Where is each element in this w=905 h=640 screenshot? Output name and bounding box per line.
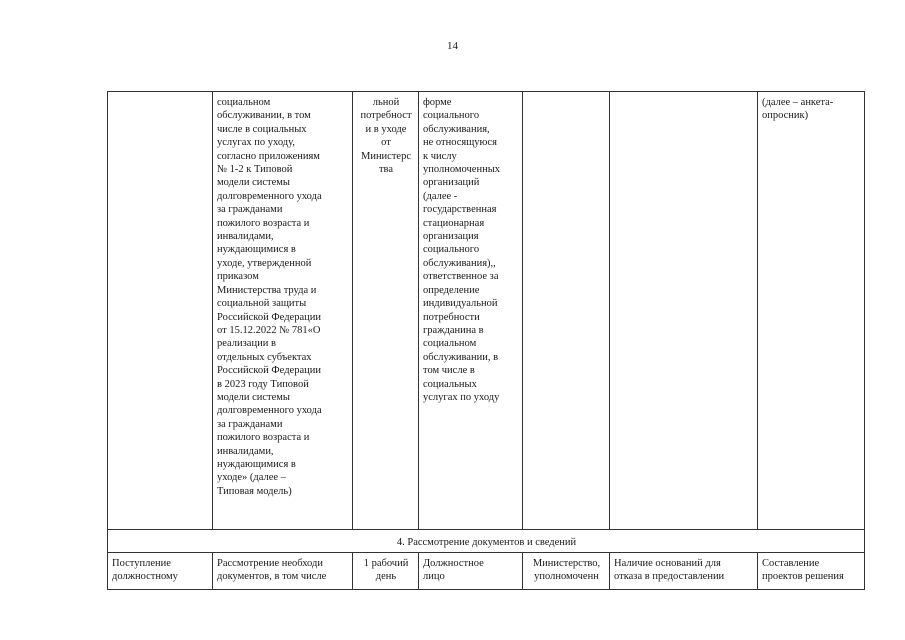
cell-r1-c6 <box>610 92 758 530</box>
text-line: гражданина в <box>423 324 484 336</box>
cell-r3-c3 <box>353 553 419 590</box>
text-line: отказа в предоставлении <box>614 571 725 583</box>
cell-r1-c4 <box>419 92 523 530</box>
text-line: в 2023 году Типовой <box>217 378 309 390</box>
text-line: (далее – анкета- <box>762 97 834 108</box>
text-line: модели системы <box>217 391 290 403</box>
text-line: обслуживании, в <box>423 351 499 363</box>
text-line: числе в социальных <box>217 123 307 135</box>
cell-r3-c7 <box>758 553 865 590</box>
text-line: социальном <box>423 338 477 350</box>
text-line: социального <box>423 110 480 122</box>
text-line: уходе» (далее – <box>217 472 286 484</box>
text-line: от 15.12.2022 № 781«О <box>217 324 321 336</box>
text-line: Составление <box>762 558 820 569</box>
text-line: том числе в <box>423 365 475 377</box>
cell-r1-c1 <box>108 92 213 530</box>
text-line: не относящуюся <box>423 137 497 149</box>
page-number: 14 <box>447 40 458 52</box>
text-line: Министерство, <box>532 558 601 569</box>
text-line: за гражданами <box>217 418 283 430</box>
cell-r1-c3 <box>353 92 419 530</box>
text-line: форме <box>423 97 452 108</box>
procedure-table <box>107 91 865 590</box>
text-line: уполномоченных <box>423 164 500 176</box>
text-line: от <box>381 137 391 149</box>
text-line: услугах по уходу <box>423 391 500 403</box>
text-line: услугах по уходу, <box>217 137 295 149</box>
text-line: пожилого возраста и <box>217 217 310 229</box>
text-line: обслуживания),, <box>423 257 496 269</box>
text-line: за гражданами <box>217 204 283 216</box>
text-line: Типовая модель) <box>217 485 292 497</box>
text-line: Наличие оснований для <box>614 558 721 569</box>
table-row <box>108 553 865 590</box>
text-line: обслуживания, <box>423 123 490 135</box>
text-line: долговременного ухода <box>217 190 322 202</box>
text-line: день <box>375 571 397 583</box>
text-line: долговременного ухода <box>217 405 322 417</box>
cell-r1-c5 <box>523 92 610 530</box>
text-line: социальных <box>423 378 477 390</box>
text-line: индивидуальной <box>423 298 498 310</box>
text-line: пожилого возраста и <box>217 432 310 444</box>
text-line: ответственное за <box>423 271 499 283</box>
text-line: нуждающимися в <box>217 244 296 256</box>
text-line: государственная <box>423 204 497 216</box>
text-line: Поступление <box>112 558 171 569</box>
text-line: Должностное <box>423 558 484 569</box>
section-row <box>108 530 865 553</box>
text-line: Российской Федерации <box>217 365 321 377</box>
text-line: социальной защиты <box>217 298 307 310</box>
text-line: реализации в <box>217 338 276 350</box>
text-line: потребности <box>423 311 480 323</box>
text-line: 1 рабочий <box>363 558 409 569</box>
text-line: лицо <box>423 571 445 583</box>
text-line: инвалидами, <box>217 231 274 243</box>
cell-r1-c7 <box>758 92 865 530</box>
text-line: социальном <box>217 97 271 108</box>
text-line: Российской Федерации <box>217 311 321 323</box>
text-line: нуждающимися в <box>217 458 296 470</box>
text-line: приказом <box>217 271 259 283</box>
text-line: уходе, утвержденной <box>217 257 312 269</box>
text-line: потребност <box>360 110 412 122</box>
text-line: (далее - <box>423 190 458 202</box>
table-row <box>108 92 865 530</box>
text-line: отдельных субъектах <box>217 351 312 363</box>
text-line: к числу <box>423 150 457 162</box>
text-line: опросник) <box>762 110 809 122</box>
text-line: обслуживании, в том <box>217 110 311 122</box>
text-line: стационарная <box>423 217 485 229</box>
text-line: организация <box>423 231 479 243</box>
cell-r3-c4 <box>419 553 523 590</box>
text-line: инвалидами, <box>217 445 274 457</box>
cell-r3-c5 <box>523 553 610 590</box>
text-line: проектов решения <box>762 571 844 583</box>
text-line: Рассмотрение необходи <box>217 558 323 569</box>
text-line: и в уходе <box>365 123 407 135</box>
text-line: модели системы <box>217 177 290 189</box>
text-line: уполномоченн <box>534 571 599 583</box>
text-line: документов, в том числе <box>217 571 327 583</box>
text-line: согласно приложениям <box>217 150 320 162</box>
cell-r1-c2 <box>213 92 353 530</box>
section-heading: 4. Рассмотрение документов и сведений <box>108 530 865 553</box>
text-line: определение <box>423 284 480 296</box>
text-line: № 1-2 к Типовой <box>217 164 293 176</box>
cell-r3-c1 <box>108 553 213 590</box>
text-line: Министерс <box>360 150 411 162</box>
text-line: организаций <box>423 177 480 189</box>
text-line: льной <box>372 97 400 108</box>
text-line: Министерства труда и <box>217 284 317 296</box>
cell-r3-c6 <box>610 553 758 590</box>
cell-r3-c2 <box>213 553 353 590</box>
text-line: социального <box>423 244 480 256</box>
text-line: тва <box>378 164 394 176</box>
text-line: должностному <box>112 571 178 583</box>
